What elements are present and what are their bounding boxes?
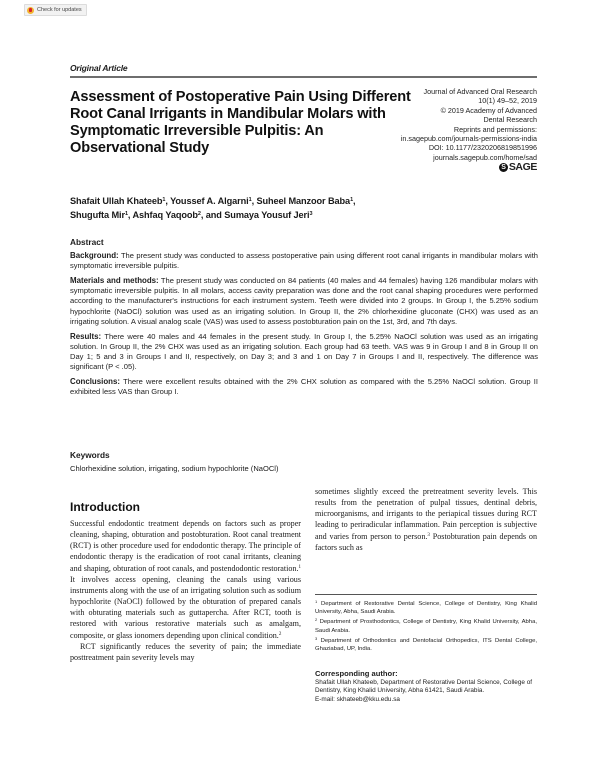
author-affiliation-mark: 1 — [162, 197, 166, 203]
affiliation-item — [315, 616, 537, 634]
journal-meta — [400, 87, 537, 173]
author-separator: , — [251, 196, 257, 206]
author-affiliation-mark: 1 — [124, 211, 128, 217]
author: Ashfaq Yaqoob — [132, 210, 198, 220]
corresponding-author — [315, 670, 537, 704]
abstract-section-text: There were excellent results obtained with the 2% CHX solution as compared with the 5.25% NaOCl solution. Group II exhibited less VAS than Group I. — [70, 377, 538, 397]
citation-ref[interactable]: 1 — [298, 565, 301, 570]
abstract-background — [70, 251, 538, 271]
author-list — [70, 194, 530, 222]
check-for-updates-badge[interactable] — [24, 4, 87, 16]
introduction-heading: Introduction — [70, 500, 140, 514]
abstract-heading: Abstract — [70, 237, 104, 247]
intro-paragraph: RCT significantly reduces the severity of pain; the immediate posttreatment pain severity levels may — [70, 642, 301, 662]
affiliations — [315, 598, 537, 653]
affiliation-item — [315, 598, 537, 616]
affiliation-text: Department of Restorative Dental Science, College of Dentistry, King Khalid University, Abha, Saudi Arabia. — [315, 601, 537, 616]
author-separator: , — [165, 196, 171, 206]
reprints-link[interactable]: in.sagepub.com/journals-permissions-india — [400, 134, 537, 144]
abstract-section-text: The present study was conducted on 84 patients (40 males and 44 females) having 126 mandibular molars with symptomatic irreversible pulpitis. In all molars, access cavity preparation was done and the root canal shaping procedures were performed according to the manufacturer's instructions for each instrument system. Teeth were divided into 2 groups. In Group I, the 5.25% sodium hypochlorite (NaOCl) solution was used as an irrigating solution. In Group II, the 2% chlorhexidine gluconate (CHX) was used as an irrigating solution. A visual analog scale (VAS) was used to assess postobturation pain on the 1st, 3rd, and 7th days. — [70, 276, 538, 326]
affiliation-number: 2 — [315, 617, 318, 623]
author-affiliation-mark: 1 — [248, 197, 252, 203]
reprints-label: Reprints and permissions: — [453, 124, 537, 134]
affiliation-number: 3 — [315, 635, 318, 641]
abstract-methods — [70, 276, 538, 326]
journal-volume: 10(1) 49–52, 2019 — [478, 96, 537, 106]
affiliation-text: Department of Prosthodontics, College of Dentistry, King Khalid University, Abha, Saudi Arabia. — [315, 619, 537, 634]
abstract-section-label: Conclusions: — [70, 377, 120, 387]
author: Shugufta Mir — [70, 210, 125, 220]
keywords-heading: Keywords — [70, 450, 110, 460]
footnote-rule — [315, 594, 537, 595]
author: Sumaya Yousuf Jeri — [224, 210, 310, 220]
sage-logo-icon: S — [499, 163, 508, 172]
copyright-line: © 2019 Academy of Advanced — [440, 105, 537, 115]
abstract-section-label: Materials and methods: — [70, 276, 159, 286]
author-affiliation-mark: 3 — [309, 211, 313, 217]
corresponding-author-email[interactable]: E-mail: skhateeb@kku.edu.sa — [315, 695, 400, 703]
abstract-section-label: Results: — [70, 331, 102, 341]
article-title: Assessment of Postoperative Pain Using Different Root Canal Irrigants in Mandibular Molars with Symptomatic Irreversible Pulpitis: An Observational Study — [70, 89, 411, 156]
intro-right-column — [315, 486, 537, 553]
keywords — [70, 450, 538, 474]
doi-link[interactable]: DOI: 10.1177/2320206819851996 — [428, 143, 537, 153]
check-for-updates-label: Check for updates — [37, 7, 82, 13]
author-separator: , and — [200, 210, 225, 220]
intro-left-column — [70, 518, 301, 663]
intro-paragraph — [70, 518, 301, 641]
author: Youssef A. Algarni — [170, 196, 249, 206]
abstract-section-text: The present study was conducted to assess postoperative pain using different root canal irrigants in mandibular molars with symptomatic irreversible pulpitis. — [70, 251, 538, 271]
author: Shafait Ullah Khateeb — [70, 196, 163, 206]
update-bookmark-icon — [27, 7, 34, 14]
author-affiliation-mark: 1 — [350, 197, 354, 203]
author-affiliation-mark: 2 — [197, 211, 201, 217]
journal-name: Journal of Advanced Oral Research — [423, 87, 537, 96]
paragraph-text: Postobturation pain depends on factors such as — [315, 532, 538, 552]
abstract-section-text: There were 40 males and 44 females in the present study. In Group I, the 5.25% NaOCl solution was used as an irrigating solution. In Group II, the 2% CHX was used as an irrigating solution. Each group had 63 teeth. VAS was 9 in Group I and 8 in Group II on Day 1; 5 and 3 in Groups I and II, respectively, on Day 3; and 3 and 1 on Day 7 in Groups I and II, respectively. The difference was significant (P < .05). — [70, 331, 538, 372]
publisher-logo — [400, 163, 537, 172]
affiliation-item — [315, 635, 537, 653]
intro-paragraph — [315, 486, 537, 553]
journal-homepage-link[interactable]: journals.sagepub.com/home/sad — [433, 152, 537, 162]
paragraph-text: sometimes slightly exceed the pretreatment severity levels. This results from the penetration of pulpal tissues, dentinal debris, microorganisms, and irrigants to the periapical tissues during RCT leading to periradicular inflammation. Pain perception is subjective and varies from person to person. — [315, 487, 537, 541]
affiliation-text: Department of Orthodontics and Dentofacial Orthopedics, ITS Dental College, Ghaziabad, UP, India. — [315, 637, 537, 653]
keywords-text: Chlorhexidine solution, irrigating, sodium hypochlorite (NaOCl) — [70, 464, 279, 473]
citation-ref[interactable]: 3 — [427, 533, 430, 538]
corresponding-author-heading: Corresponding author: — [315, 669, 398, 678]
paragraph-text: Successful endodontic treatment depends on factors such as proper cleaning, shaping, obturation and postobturation. Root canal treatment (RCT) is other procedure used for endodontic therapy. The principle of endodontic therapy is the eradication of root canal irritants, cleaning and shaping, obturation of root canals, and postendodontic restoration. — [70, 519, 301, 573]
citation-ref[interactable]: 2 — [278, 632, 282, 637]
affiliation-number: 1 — [315, 599, 318, 604]
article-type-label: Original Article — [70, 63, 128, 73]
header-rule — [70, 76, 537, 78]
author-separator: , — [127, 210, 133, 220]
publisher-name: SAGE — [508, 161, 537, 174]
author: Suheel Manzoor Baba — [256, 196, 351, 206]
abstract — [70, 237, 538, 402]
paragraph-text: It involves access opening, cleaning the canals using various instruments along with the use of an irrigating solution such as sodium hypochlorite (NaOCl) followed by the obturation of prepared canals with obturating materials such as guttapercha. After RCT, tooth is restored with various restorative materials such as amalgam, composite, or glass ionomers depending upon clinical condition. — [70, 575, 301, 640]
abstract-results — [70, 332, 538, 372]
abstract-conclusions — [70, 377, 538, 397]
copyright-line-2: Dental Research — [483, 115, 537, 125]
corresponding-author-address: Shafait Ullah Khateeb, Department of Restorative Dental Science, College of Dentistry, King Khalid University, Abha 61421, Saudi Arabia. — [315, 678, 533, 695]
abstract-section-label: Background: — [70, 251, 119, 261]
author-separator: , — [353, 196, 356, 206]
